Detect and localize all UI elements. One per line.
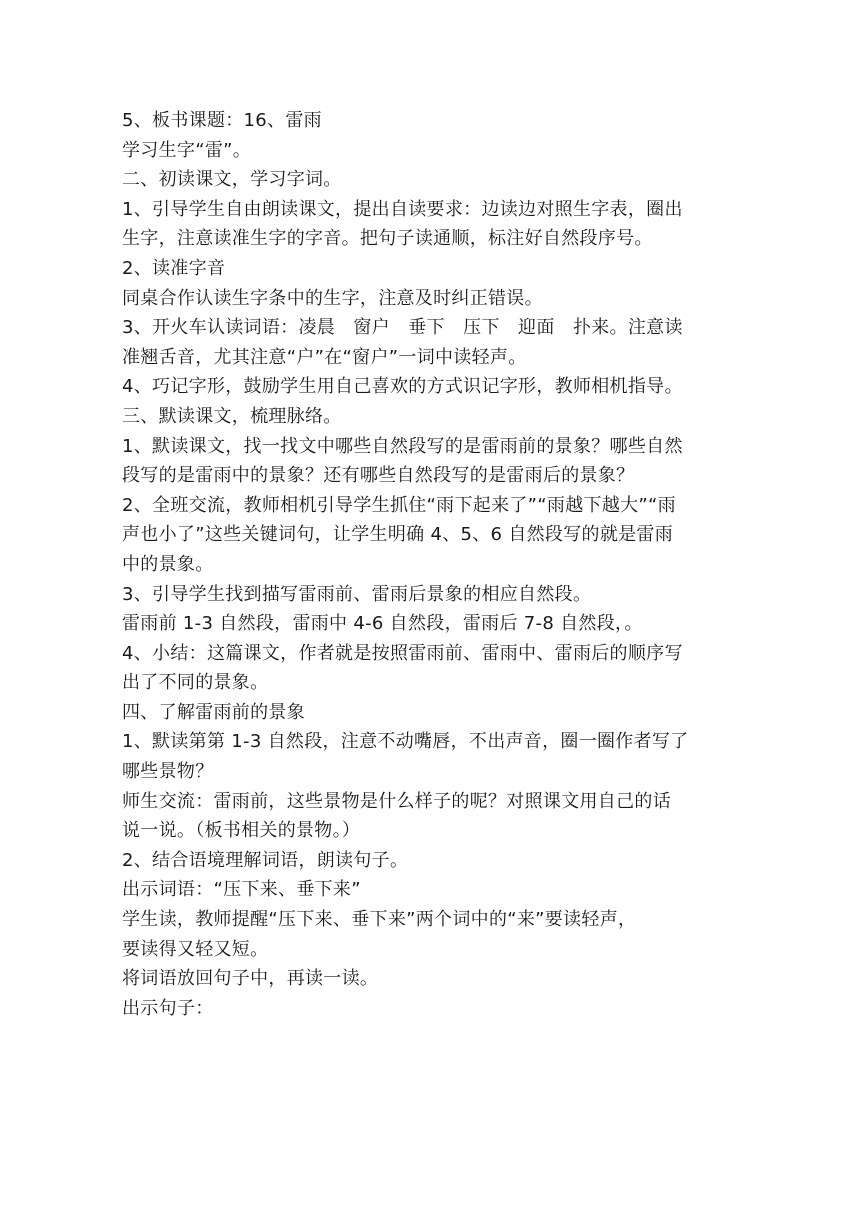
text-line: 说一说。（板书相关的景物。） <box>122 820 361 842</box>
text-line: 4、小结：这篇课文，作者就是按照雷雨前、雷雨中、雷雨后的顺序写 <box>122 642 683 664</box>
text-line: 1、默读课文，找一找文中哪些自然段写的是雷雨前的景象？哪些自然 <box>122 435 683 457</box>
text-line: 2、读准字音 <box>122 257 226 279</box>
text-line: 出了不同的景象。 <box>122 672 269 694</box>
text-line: 师生交流：雷雨前，这些景物是什么样子的呢？对照课文用自己的话 <box>122 790 671 812</box>
text-line: 同桌合作认读生字条中的生字，注意及时纠正错误。 <box>122 287 543 309</box>
text-line: 生字，注意读准生字的字音。把句子读通顺，标注好自然段序号。 <box>122 228 653 250</box>
text-line: 将词语放回句子中，再读一读。 <box>122 968 379 990</box>
document-body <box>122 106 744 1023</box>
text-line: 雷雨前 1-3 自然段，雷雨中 4-6 自然段，雷雨后 7-8 自然段，。 <box>122 613 643 635</box>
text-line: 出示词语：“压下来、垂下来” <box>122 879 361 901</box>
text-line: 准翘舌音，尤其注意“户”在“窗户”一词中读轻声。 <box>122 346 527 368</box>
text-line: 1、默读第第 1-3 自然段，注意不动嘴唇，不出声音，圈一圈作者写了 <box>122 731 689 753</box>
text-line: 4、巧记字形，鼓励学生用自己喜欢的方式识记字形，教师相机指导。 <box>122 376 683 398</box>
text-line: 学习生字“雷”。 <box>122 139 252 161</box>
text-line: 哪些景物？ <box>122 761 214 783</box>
text-line: 3、引导学生找到描写雷雨前、雷雨后景象的相应自然段。 <box>122 583 592 605</box>
text-line: 5、板书课题：16、雷雨 <box>122 110 322 131</box>
text-line: 2、结合语境理解词语，朗读句子。 <box>122 849 409 871</box>
text-line: 出示句子： <box>122 997 214 1019</box>
section-heading: 三、默读课文，梳理脉络。 <box>122 405 342 427</box>
text-line: 2、全班交流，教师相机引导学生抓住“雨下起来了”“雨越下越大”“雨 <box>122 494 676 516</box>
text-line: 中的景象。 <box>122 553 214 575</box>
section-heading: 四、了解雷雨前的景象 <box>122 701 305 723</box>
text-line: 声也小了”这些关键词句，让学生明确 4、5、6 自然段写的就是雷雨 <box>122 524 674 546</box>
text-line: 学生读，教师提醒“压下来、垂下来”两个词中的“来”要读轻声， <box>122 909 637 931</box>
text-line: 要读得又轻又短。 <box>122 938 269 960</box>
text-line: 3、开火车认读词语：凌晨 窗户 垂下 压下 迎面 扑来。注意读 <box>122 317 683 339</box>
section-heading: 二、初读课文，学习字词。 <box>122 169 342 191</box>
text-line: 段写的是雷雨中的景象？还有哪些自然段写的是雷雨后的景象？ <box>122 465 635 487</box>
text-line: 1、引导学生自由朗读课文，提出自读要求：边读边对照生字表，圈出 <box>122 198 683 220</box>
